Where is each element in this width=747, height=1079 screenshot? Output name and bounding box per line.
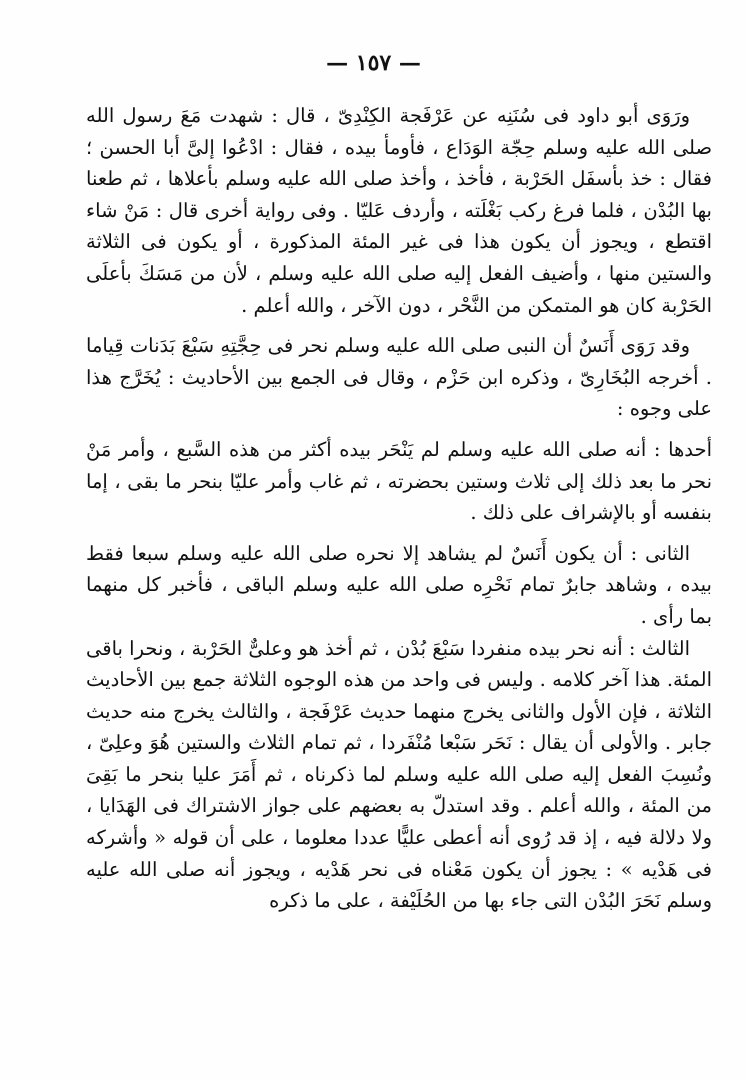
page-number: — ١٥٧ —	[326, 50, 421, 76]
page-body	[86, 100, 712, 917]
paragraph-2: وقد رَوَى أَنَسٌ أن النبى صلى الله عليه وسلم نحر فى حِجَّتِهِ سَبْعَ بَدَنات قِياما . أخرجه البُخَارِىّ ، وذكره ابن حَزْم ، وقال فى الجمع بين الأحاديث : يُخَرَّج هذا على وجوه :	[86, 334, 712, 421]
paragraph-3: أحدها : أنه صلى الله عليه وسلم لم يَنْحَر بيده أكثر من هذه السَّبع ، وأمر مَنْ نحر ما بعد ذلك إلى ثلاث وستين بحضرته ، ثم غاب وأمر عليّا بنحر ما بقى ، إما بنفسه أو بالإشراف على ذلك .	[86, 437, 712, 525]
paragraph-5: الثالث : أنه نحر بيده منفردا سَبْعَ بُدْن ، ثم أخذ هو وعلىٌّ الحَرْبة ، ونحرا باقى المئة. هذا آخر كلامه . وليس فى واحد من هذه الوجوه الثلاثة جمع بين الأحاديث الثلاثة ، فإن الأول والثانى يخرج منهما حديث عَرْفَجة ، والثالث يخرج منه حديث جابر . والأولى أن يقال : نَحَر سَبْعا مُنْفَردا ، ثم تمام الثلاث والستين هُوَ وعلِىّ ، ونُسِبَ الفعل إليه صلى الله عليه وسلم لما ذكرناه ، ثم أَمَرَ عليا بنحر ما بَقِىَ من المئة ، والله أعلم . وقد استدلّ به بعضهم على جواز الاشتراك فى الهَدَايا ، ولا دلالة فيه ، إذ قد رُوى أنه أعطى عليًّا عددا معلوما ، على أن قوله « وأشركه فى هَدْيه » : يجوز أن يكون مَعْناه فى نحر هَدْيه ، ويجوز أنه صلى الله عليه وسلم نَحَرَ البُدْن التى جاء بها من الحُلَيْفة ، على ما ذكره	[86, 636, 712, 913]
paragraph-1: ورَوَى أبو داود فى سُنَنِه عن عَرْفَجة الكِنْدِىّ ، قال : شهدت مَعَ رسول الله صلى الله عليه وسلم حِجّة الوَدَاع ، فأومأ بيده ، فقال : ادْعُوا إلىَّ أبا الحسن ؛ فقال : خذ بأسفَل الحَرْبة ، فأخذ ، وأخذ صلى الله عليه وسلم بأعلاها ، ثم طعنا بها البُدْن ، فلما فرغ ركب بَغْلَته ، وأردف عَليّا . وفى رواية أخرى قال : مَنْ شاء اقتطع ، ويجوز أن يكون هذا فى غير المئة المذكورة ، أو يكون فى الثلاثة والستين منها ، وأضيف الفعل إليه صلى الله عليه وسلم ، لأن من مَسَكَ بأعلَى الحَرْبة كان هو المتمكن من النَّحْر ، دون الآخر ، والله أعلم .	[86, 104, 712, 317]
paragraph-4: الثانى : أن يكون أَنَسٌ لم يشاهد إلا نحره صلى الله عليه وسلم سبعا فقط بيده ، وشاهد جابرٌ تمام نَحْرِه صلى الله عليه وسلم الباقى ، فأخبر كل منهما بما رأى .	[86, 541, 712, 628]
